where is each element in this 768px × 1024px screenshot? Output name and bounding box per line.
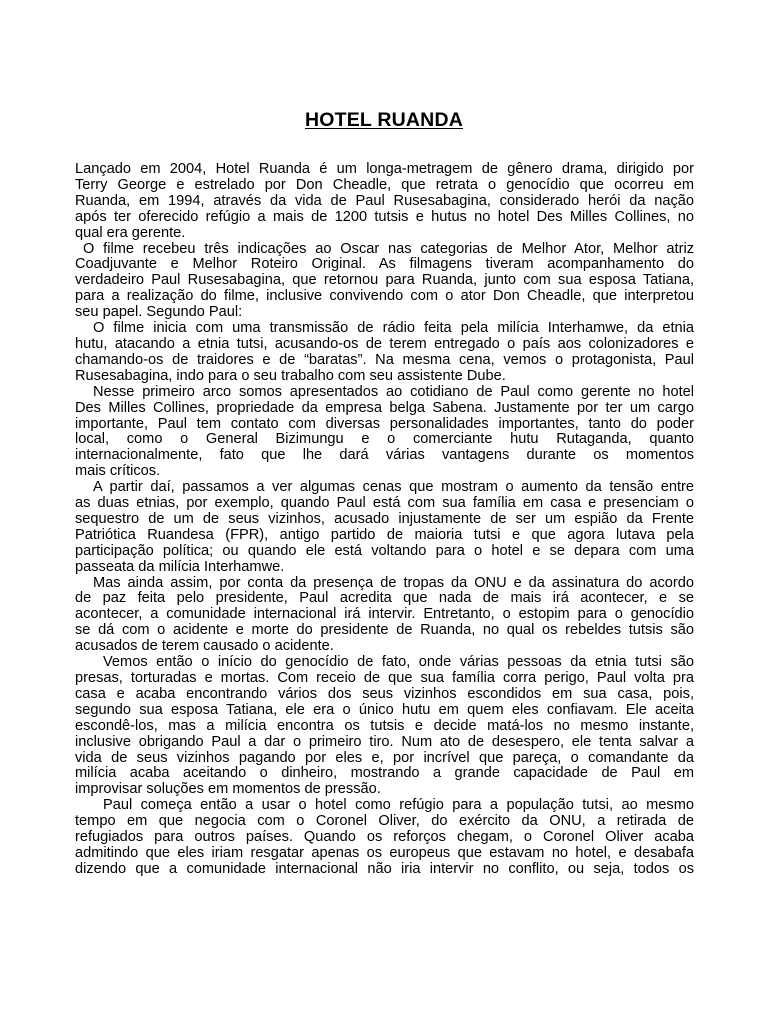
text-line: admitindo que eles iriam resgatar apenas os europeus que estavam no hotel, e desabafa xyxy=(75,844,694,861)
paragraph xyxy=(75,321,694,385)
text-line: Nesse primeiro arco somos apresentados ao cotidiano de Paul como gerente no hotel xyxy=(93,383,694,400)
text-line: milícia acaba aceitando o dinheiro, mostrando a grande capacidade de Paul em xyxy=(75,765,694,782)
text-line: chamando-os de traidores e de “baratas”. Na mesma cena, vemos o protagonista, Paul xyxy=(75,351,694,368)
text-line: dizendo que a comunidade internacional não iria intervir no conflito, ou seja, todos os xyxy=(75,860,694,877)
text-line: após ter oferecido refúgio a mais de 1200 tutsis e hutus no hotel Des Milles Collines, no xyxy=(75,208,694,225)
text-line: presas, torturadas e mortas. Com receio de que sua família corra perigo, Paul volta pra xyxy=(75,670,694,686)
paragraph xyxy=(75,480,694,575)
paragraph xyxy=(75,385,694,480)
text-line: Paul começa então a usar o hotel como refúgio para a população tutsi, ao mesmo xyxy=(103,797,694,814)
text-line: Ruanda, em 1994, através da vida de Paul Rusesabagina, considerado herói da nação xyxy=(75,192,694,209)
text-line: Terry George e estrelado por Don Cheadle, que retrata o genocídio que ocorreu em xyxy=(75,176,694,193)
text-line: Coadjuvante e Melhor Roteiro Original. As filmagens tiveram acompanhamento do xyxy=(75,256,694,273)
text-line: participação política; ou quando ele está voltando para o hotel e se depara com uma xyxy=(75,542,694,559)
text-line: A partir daí, passamos a ver algumas cenas que mostram o aumento da tensão entre xyxy=(93,479,694,496)
paragraph xyxy=(75,655,694,798)
paragraph xyxy=(75,162,694,242)
text-line: passeata da milícia Interhamwe. xyxy=(75,558,285,575)
text-line: O filme recebeu três indicações ao Oscar nas categorias de Melhor Ator, Melhor atriz xyxy=(83,240,694,257)
text-line: vida de seus vizinhos pagando por eles e, por incrível que pareça, o comandante da xyxy=(75,749,694,766)
paragraph xyxy=(75,798,694,878)
text-line: para a realização do filme, inclusive convivendo com o ator Don Cheadle, que interpretou xyxy=(75,288,694,305)
text-line: acusados de terem causado o acidente. xyxy=(75,638,334,655)
text-line: se dá com o acidente e morte do presidente de Ruanda, no qual os rebeldes tutsis são xyxy=(75,622,694,639)
text-line: local, como o General Bizimungu e o comerciante hutu Rutaganda, quanto xyxy=(75,431,694,448)
text-line: O filme inicia com uma transmissão de rádio feita pela milícia Interhamwe, da etnia xyxy=(93,320,694,337)
text-line: Des Milles Collines, propriedade da empresa belga Sabena. Justamente por ter um cargo xyxy=(75,399,694,416)
page-title: HOTEL RUANDA xyxy=(304,109,464,131)
text-line: sequestro de um de seus vizinhos, acusado injustamente de ser um espião da Frente xyxy=(75,510,694,527)
text-line: inclusive obrigando Paul a dar o primeiro tiro. Num ato de desespero, ele tenta salvar a xyxy=(75,733,694,750)
text-line: as duas etnias, por exemplo, quando Paul está com sua família em casa e presenciam o xyxy=(75,495,694,512)
text-line: Rusesabagina, indo para o seu trabalho com seu assistente Dube. xyxy=(75,367,506,384)
text-line: tempo em que negocia com o Coronel Oliver, do exército da ONU, a retirada de xyxy=(75,813,694,830)
text-line: seu papel. Segundo Paul: xyxy=(75,304,243,321)
text-line: importante, Paul tem contato com diversas personalidades importantes, tanto do poder xyxy=(75,415,694,432)
text-line: mais críticos. xyxy=(75,463,161,480)
text-line: Patriótica Ruandesa (FPR), antigo partido de maioria tutsi e que agora lutava pela xyxy=(75,526,694,543)
text-line: improvisar soluções em momentos de pressão. xyxy=(75,781,381,798)
text-line: escondê-los, mas a milícia encontra os tutsis e decide matá-los no mesmo instante, xyxy=(75,717,694,734)
text-line: internacionalmente, fato que lhe dará várias vantagens durante os momentos xyxy=(75,447,694,464)
text-line: segundo sua esposa Tatiana, ele era o único hutu em quem eles confiavam. Ele aceita xyxy=(75,701,694,718)
text-line: Mas ainda assim, por conta da presença de tropas da ONU e da assinatura do acordo xyxy=(93,574,694,591)
text-line: verdadeiro Paul Rusesabagina, que retornou para Ruanda, junto com sua esposa Tatiana, xyxy=(75,272,694,289)
text-line: Lançado em 2004, Hotel Ruanda é um longa-metragem de gênero drama, dirigido por xyxy=(75,161,694,177)
text-line: refugiados para outros países. Quando os reforços chegam, o Coronel Oliver acaba xyxy=(75,829,694,846)
text-line: hutu, atacando a etnia tutsi, acusando-os de terem entregado o país aos colonizadores e xyxy=(75,335,694,352)
text-line: de paz feita pelo presidente, Paul acredita que nada de mais irá acontecer, e se xyxy=(75,590,694,607)
text-line: qual era gerente. xyxy=(75,224,186,241)
paragraph xyxy=(75,576,694,656)
paragraph xyxy=(75,242,694,322)
document-body xyxy=(75,162,694,878)
text-line: casa e acaba encontrando vários dos seus vizinhos escondidos em sua casa, pois, xyxy=(75,685,694,702)
text-line: Vemos então o início do genocídio de fato, onde várias pessoas da etnia tutsi são xyxy=(103,654,694,671)
text-line: acontecer, a comunidade internacional irá intervir. Entretanto, o estopim para o genocídio xyxy=(75,606,694,623)
